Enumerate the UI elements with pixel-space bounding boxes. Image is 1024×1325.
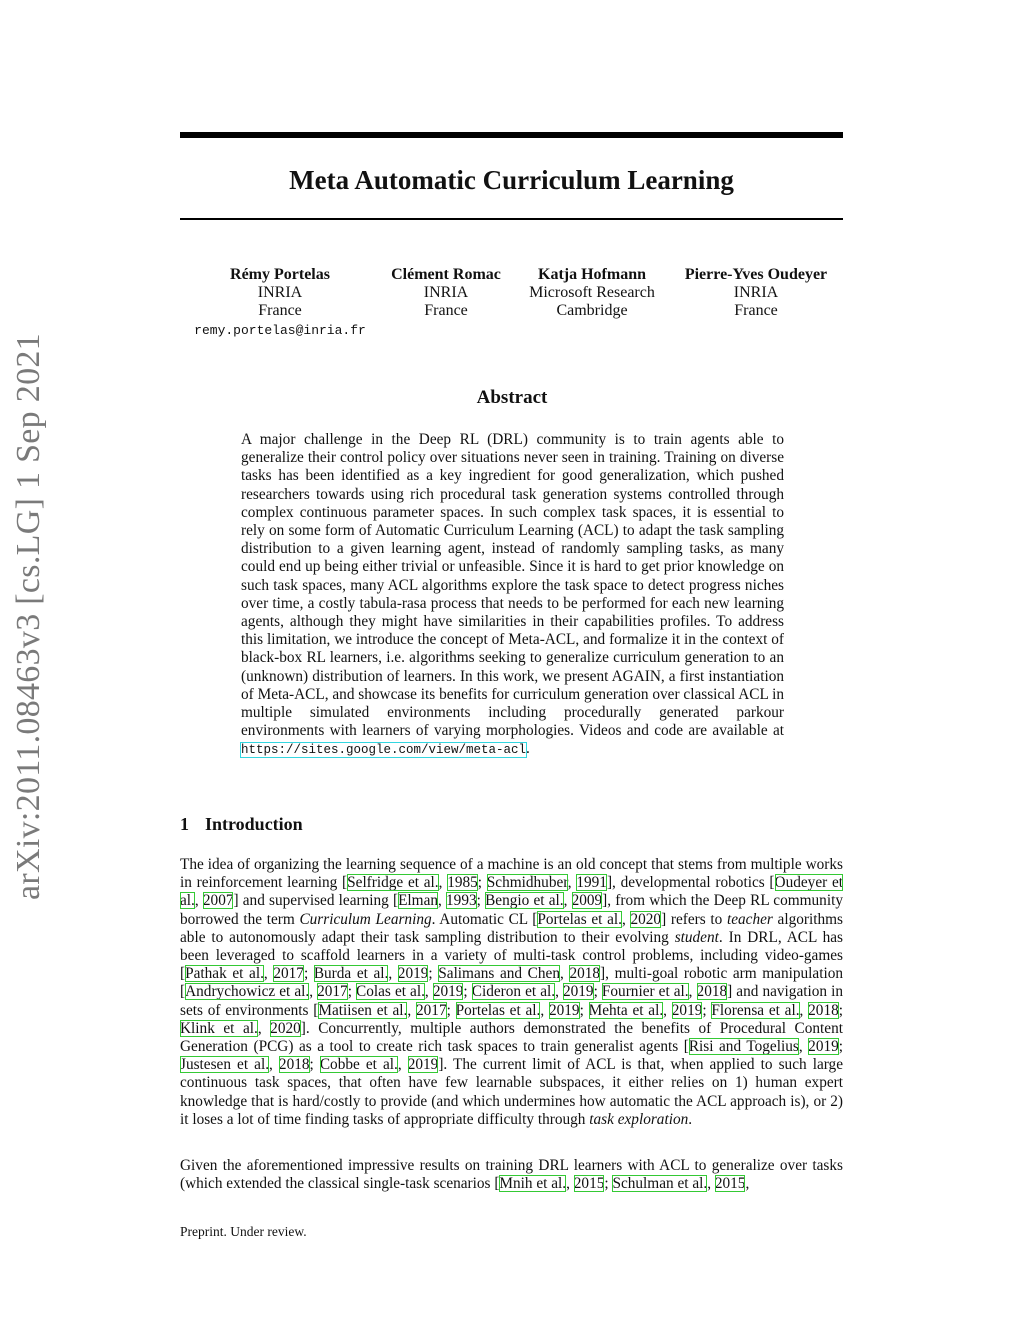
citation-link[interactable]: 2015 [714,1175,746,1193]
citation-link[interactable]: Fournier et al. [601,983,689,1001]
author-hofmann [516,266,668,320]
citation-link[interactable]: 2018 [278,1056,310,1074]
title-rule-top [180,132,843,138]
author-portelas [170,266,390,340]
citation-link[interactable]: 2017 [416,1001,447,1019]
title-rule-bottom [180,218,843,220]
citation-link[interactable]: Cideron et al. [471,983,556,1001]
citation-link[interactable]: Portelas et al. [455,1001,541,1019]
citation-link[interactable]: 2017 [273,965,304,983]
citation-link[interactable]: Elman [398,892,439,910]
citation-link[interactable]: Matiisen et al. [318,1001,408,1019]
citation-link[interactable]: 2020 [270,1019,301,1037]
citation-link[interactable]: Bengio et al. [485,892,564,910]
text-run: ] and navigation in sets of environments [ [180,983,844,1019]
citation-link[interactable]: 2018 [696,983,728,1001]
author-romac [370,266,522,320]
citation-link[interactable]: 2007 [202,892,234,910]
citation-link[interactable]: Pathak et al. [185,965,264,983]
author-affiliation: INRIA [733,284,779,301]
citation-link[interactable]: Colas et al. [356,983,425,1001]
abstract-heading: Abstract [476,387,548,408]
text-run: ], developmental robotics [ [606,874,775,892]
author-name: Clément Romac [391,266,501,283]
author-location: France [734,302,778,319]
citation-link[interactable]: Oudeyer et al. [180,874,843,910]
text-run: ]. Concurrently, multiple authors demonstrated the benefits of Procedural Content Generation (PCG) as a tool to create rich task spaces to train generalist agents [ [180,1019,843,1056]
citation-link[interactable]: 1985 [447,874,478,892]
author-email: remy.portelas@inria.fr [194,323,366,338]
intro-paragraph-1: The idea of organizing the learning sequence of a machine is an old concept that stems from multiple works in reinforcement learning [Selfridge et al., 1985; Schmidhuber, 1991], developmental robotics [Oudeyer et al., 2007] and supervised learning [Elman, 1993; Bengio et al., 2009], from which the Deep RL community borrowed the term Curriculum Learning. Automatic CL [Portelas et al., 2020] refers to teacher algorithms able to autonomously adapt their task sampling distribution to their evolving student. In DRL, ACL has been leveraged to scaffold learners in a variety of multi-task control problems, including video-games [Pathak et al., 2017; Burda et al., 2019; Salimans and Chen, 2018], multi-goal robotic arm manipulation [Andrychowicz et al., 2017; Colas et al., 2019; Cideron et al., 2019; Fournier et al., 2018] and navigation in sets of environments [Matiisen et al., 2017; Portelas et al., 2019; Mehta et al., 2019; Florensa et al., 2018; Klink et al., 2020]. Concurrently, multiple authors demonstrated the benefits of Procedural Content Generation (PCG) as a tool to create rich task spaces to train generalist agents [Risi and Togelius, 2019; Justesen et al., 2018; Cobbe et al., 2019]. The current limit of ACL is that, when applied to such large continuous task spaces, that often have few learnable subspaces, it either relies on 1) human expert knowledge that is hard/costly to provide (and which undermines how automatic the ACL approach is), or 2) it loses a lot of time finding tasks of appropriate difficulty through task exploration. [180,856,844,1128]
citation-link[interactable]: Mehta et al. [588,1001,664,1019]
citation-link[interactable]: Cobbe et al. [319,1056,398,1074]
text-run: . [688,1110,693,1128]
author-affiliation: INRIA [257,284,303,301]
author-oudeyer [670,266,842,320]
text-run: ] and supervised learning [ [233,892,399,910]
citation-link[interactable]: 2017 [317,983,348,1001]
arxiv-identifier: arXiv:2011.08463v3 [cs.LG] 1 Sep 2021 [10,333,47,900]
citation-link[interactable]: Klink et al. [180,1019,258,1037]
intro-paragraph-2: Given the aforementioned impressive results on training DRL learners with ACL to generalize over tasks (which extended the classical single-task scenarios [Mnih et al., 2015; Schulman et al., 2015, [180,1157,843,1193]
emphasis: Curriculum Learning [299,910,432,928]
section-title: Introduction [205,814,303,834]
citation-link[interactable]: 2018 [569,965,601,983]
author-location: France [424,302,468,319]
author-affiliation: Microsoft Research [529,284,655,301]
citation-link[interactable]: 2019 [432,983,464,1001]
citation-link[interactable]: 2015 [573,1175,605,1193]
project-url-link[interactable]: https://sites.google.com/view/meta-acl [241,743,527,758]
citation-link[interactable]: 2019 [407,1056,439,1074]
citation-link[interactable]: Florensa et al. [711,1001,800,1019]
citation-link[interactable]: Mnih et al. [499,1175,567,1193]
citation-link[interactable]: 2019 [397,965,429,983]
text-run: , [745,1175,750,1193]
text-run: The idea of organizing the learning sequence of a machine is an old concept that stems from multiple works in reinforcement learning [ [180,856,843,892]
citation-link[interactable]: 1993 [446,892,477,910]
author-location: France [258,302,302,319]
citation-link[interactable]: Schulman et al. [612,1175,708,1193]
citation-link[interactable]: Salimans and Chen [438,965,560,983]
text-run: ], from which the Deep RL community borrowed the term [180,892,843,928]
text-run: . In DRL, ACL has been leveraged to scaffold learners in a variety of multi-task control problems, including video-games [ [180,928,843,983]
section-heading-introduction [180,814,303,835]
emphasis: student [674,928,719,946]
text-run: . Automatic CL [ [431,910,538,928]
author-name: Rémy Portelas [230,266,330,283]
citation-link[interactable]: 2019 [548,1001,580,1019]
citation-link[interactable]: 2018 [808,1001,839,1019]
citation-link[interactable]: 2019 [562,983,594,1001]
emphasis: task exploration [589,1110,689,1128]
citation-link[interactable]: Selfridge et al. [347,874,439,892]
text-run: ], multi-goal robotic arm manipulation [ [180,965,843,1001]
author-name: Pierre-Yves Oudeyer [684,266,828,283]
citation-link[interactable]: 1991 [576,874,607,892]
citation-link[interactable]: Portelas et al. [537,910,622,928]
emphasis: teacher [726,910,773,928]
text-run: Given the aforementioned impressive results on training DRL learners with ACL to generalize over tasks (which extended the classical single-task scenarios [ [180,1157,843,1193]
citation-link[interactable]: Burda et al. [313,965,389,983]
abstract-body: A major challenge in the Deep RL (DRL) community is to train agents able to generalize their control policy over situations never seen in training. Training on diverse tasks has been identified as a key ingredient for good generalization, which pushed researchers towards using rich procedural task generation systems controlled through complex continuous parameter spaces. In such complex task spaces, it is essential to rely on some form of Automatic Curriculum Learning (ACL) to adapt the task sampling distribution to a given learning agent, instead of randomly sampling tasks, as many could end up being either trivial or unfeasible. Since it is hard to get prior knowledge on such task spaces, many ACL algorithms explore the task space to detect progress niches over time, a costly tabula-rasa process that needs to be performed for each new learning agents, although they might have similarities in their capabilities profiles. To address this limitation, we introduce the concept of Meta-ACL, and formalize it in the context of black-box RL learners, i.e. algorithms seeking to generalize curriculum generation to an (unknown) distribution of learners. In this work, we present AGAIN, a first instantiation of Meta-ACL, and showcase its benefits for curriculum generation over classical ACL in multiple simulated environments including procedurally generated parkour environments with learners of varying morphologies. Videos and code are available at [241,431,784,740]
text-run: ] refers to [661,910,727,928]
footer-note: Preprint. Under review. [180,1224,307,1239]
paper-title: Meta Automatic Curriculum Learning [289,165,734,195]
citation-link[interactable]: 2019 [671,1001,703,1019]
author-block [170,266,860,346]
abstract-end: . [526,740,530,758]
text-run: ]. The current limit of ACL is that, when applied to such large continuous task spaces, that often have few learnable subspaces, it either relies on 1) human expert knowledge that is hard/costly to provide (and which undermines how automatic the ACL approach is), or 2) it loses a lot of time finding tasks of appropriate difficulty through [180,1056,843,1128]
citation-link[interactable]: Risi and Togelius [688,1038,799,1056]
section-number: 1 [180,814,189,834]
author-affiliation: INRIA [423,284,469,301]
author-name: Katja Hofmann [538,266,646,283]
citation-link[interactable]: Schmidhuber [486,874,568,892]
text-run: algorithms able to autonomously adapt their task sampling distribution to their evolving [180,910,843,946]
citation-link[interactable]: 2009 [571,892,603,910]
citation-link[interactable]: 2019 [808,1038,839,1056]
author-location: Cambridge [556,302,628,319]
citation-link[interactable]: Andrychowicz et al. [185,983,310,1001]
abstract-text [241,431,784,760]
citation-link[interactable]: Justesen et al. [180,1056,270,1074]
citation-link[interactable]: 2020 [630,910,662,928]
